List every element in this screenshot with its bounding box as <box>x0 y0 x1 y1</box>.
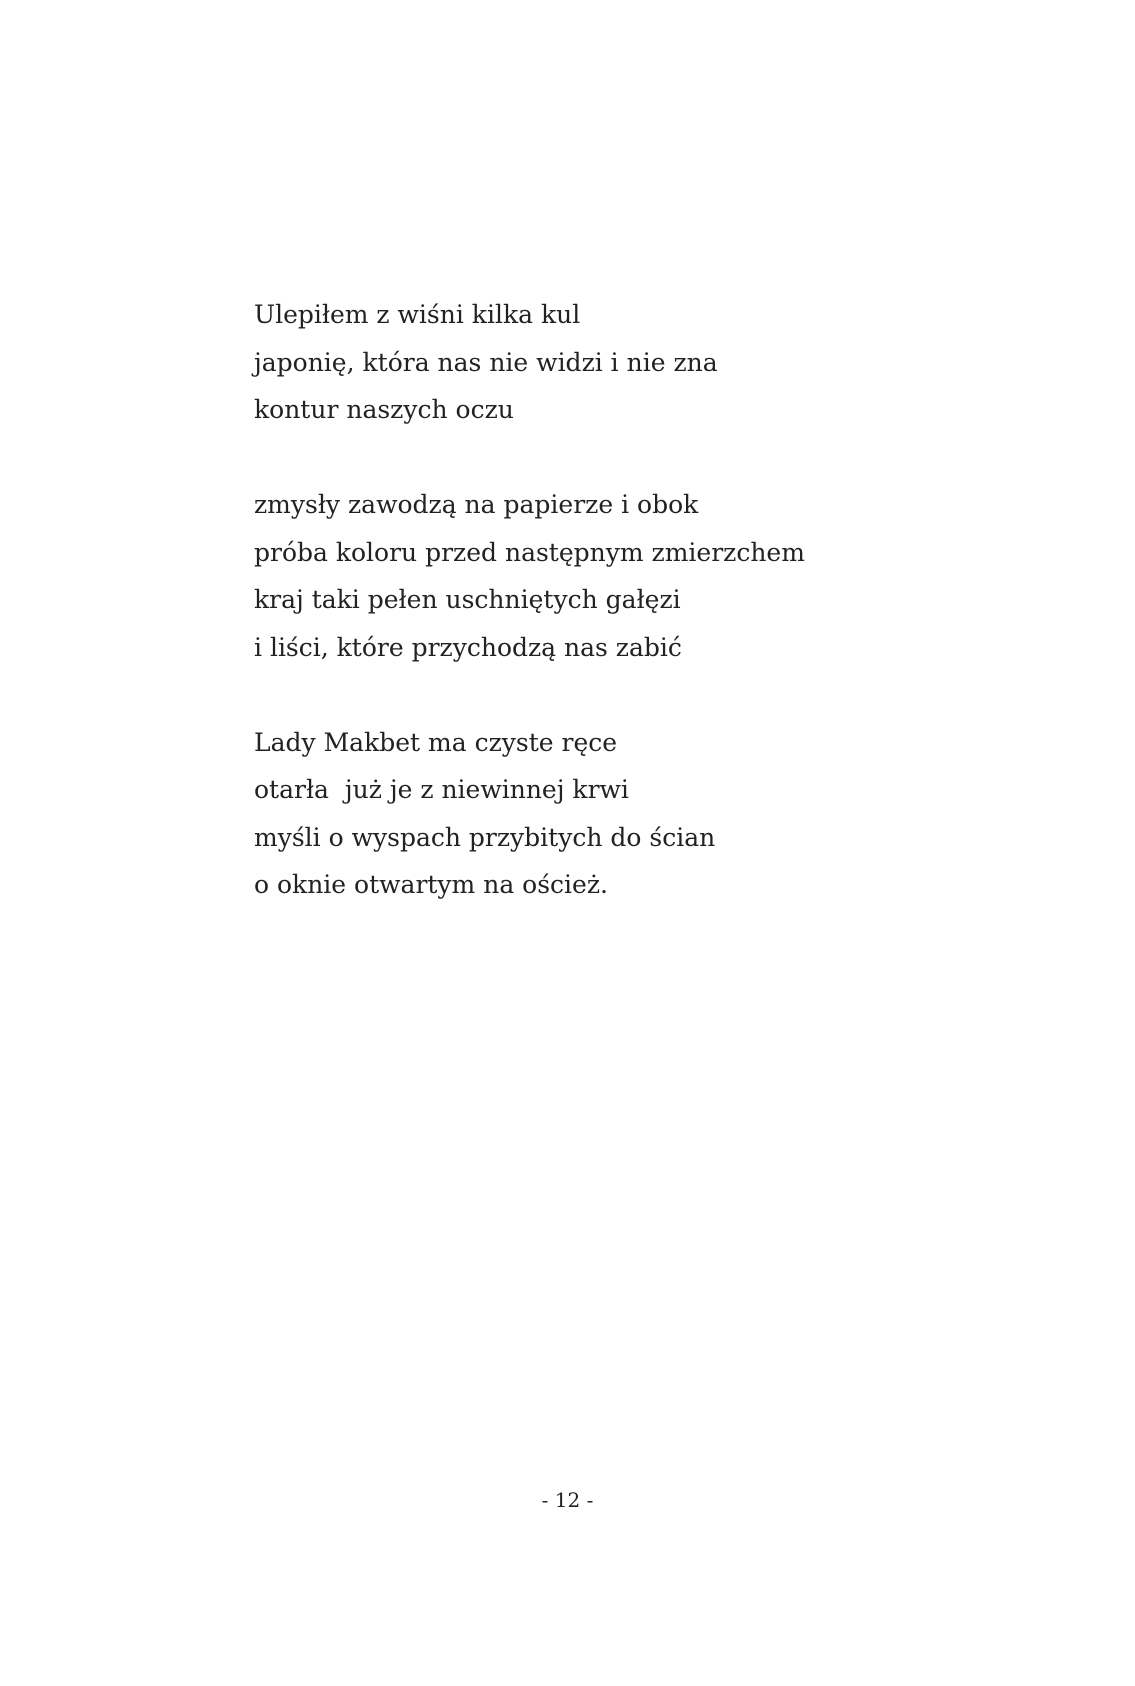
poem-line: Ulepiłem z wiśni kilka kul <box>254 300 581 329</box>
poem-line: kontur naszych oczu <box>254 395 514 424</box>
poem-line: Lady Makbet ma czyste ręce <box>254 727 618 757</box>
stanza-1 <box>254 291 1074 434</box>
poem-line: kraj taki pełen uschniętych gałęzi <box>254 585 681 614</box>
poem-line: o oknie otwartym na oścież. <box>254 870 608 899</box>
poem-line: myśli o wyspach przybitych do ścian <box>254 822 716 852</box>
page-number: - 12 - <box>541 1488 594 1512</box>
poem-line: i liści, które przychodzą nas zabić <box>254 632 682 662</box>
poem <box>254 291 1074 909</box>
stanza-3 <box>254 719 1074 909</box>
poem-line: próba koloru przed następnym zmierzchem <box>254 537 805 567</box>
poem-line: japonię, która nas nie widzi i nie zna <box>254 347 718 377</box>
stanza-2 <box>254 481 1074 671</box>
poem-line: otarła już je z niewinnej krwi <box>254 775 629 804</box>
poem-line: zmysły zawodzą na papierze i obok <box>254 490 699 519</box>
